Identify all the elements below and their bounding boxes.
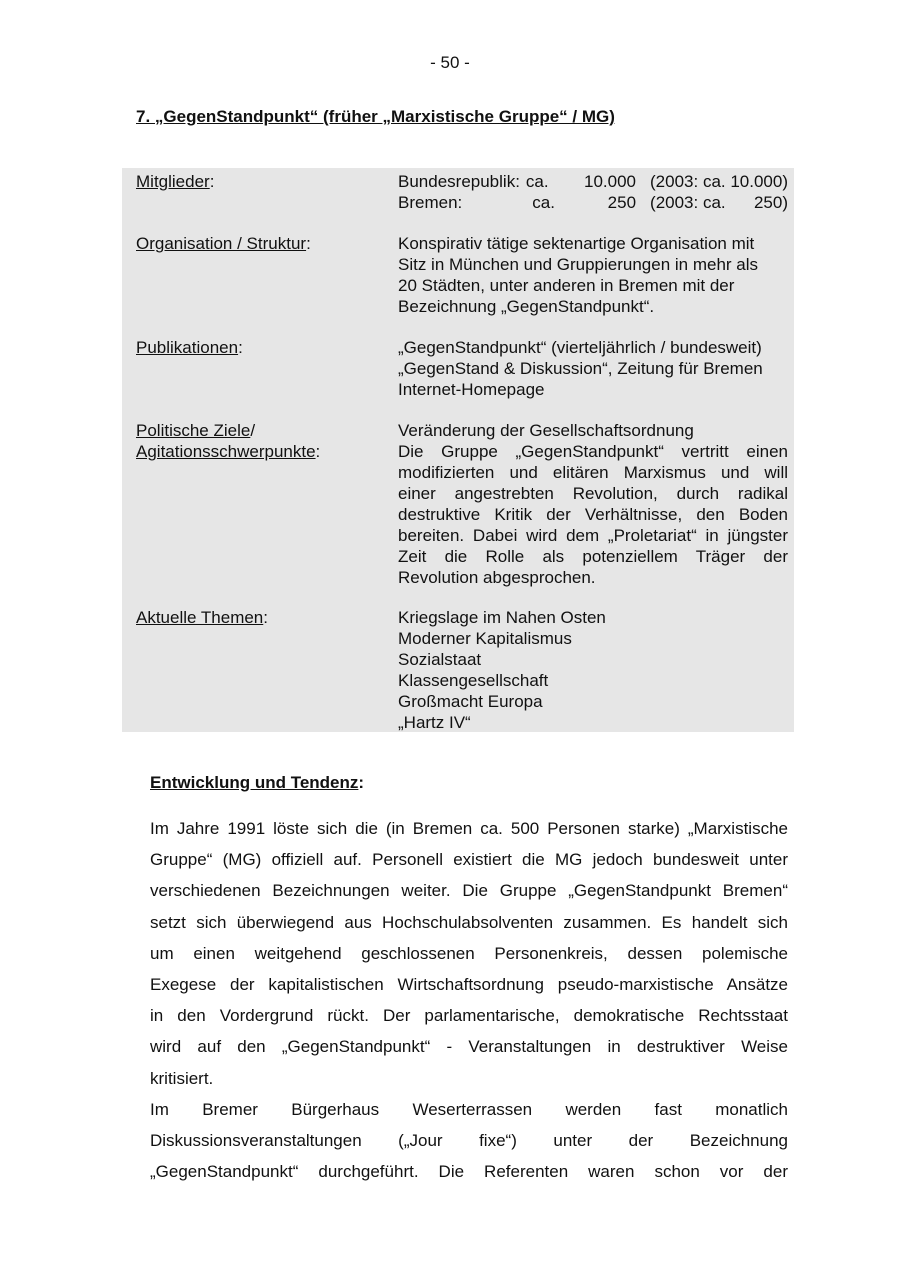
organisation-text: Konspirativ tätige sektenartige Organisation mit Sitz in München und Gruppierungen in mehr als 20 Städten, unter anderen in Bremen mit der Bezeichnung „GegenStandpunkt“. (398, 234, 759, 316)
publications-label: Publikationen: (136, 338, 243, 357)
body-line: kritisiert. (150, 1068, 214, 1088)
body-line: Diskussionsveranstaltungen („Jour fixe“) unter der Bezeichnung (150, 1130, 788, 1150)
list-item: Großmacht Europa (398, 692, 543, 711)
list-item: Kriegslage im Nahen Osten (398, 608, 606, 627)
members-label: Mitglieder: (136, 172, 215, 191)
body-line: „GegenStandpunkt“ durchgeführt. Die Referenten waren schon vor der (150, 1162, 788, 1182)
goals-text: Veränderung der Gesellschaftsordnung Die Gruppe „GegenStandpunkt“ vertritt einen modifizierten und elitären Marxismus und will einer angestrebten Revolution, durch radikal destruktive Kritik der Verhältnisse, den Boden bereiten. Dabei wird dem „Proletariat“ in jüngster Zeit die Rolle als potenziellem Träger der Revolution abgesprochen. (398, 421, 788, 587)
topics-list (398, 607, 788, 733)
body-line: verschiedenen Bezeichnungen weiter. Die Gruppe „GegenStandpunkt Bremen“ (150, 881, 788, 901)
development-body (150, 813, 788, 1187)
body-line: in den Vordergrund rückt. Der parlamentarische, demokratische Rechtsstaat (150, 1006, 788, 1026)
list-item: Moderner Kapitalismus (398, 629, 572, 648)
members-line-bremen: Bremen: ca. 250 (2003: ca. 250) (398, 193, 788, 212)
topics-label: Aktuelle Themen: (136, 608, 268, 627)
page-number: - 50 - (430, 53, 470, 72)
body-line: wird auf den „GegenStandpunkt“ - Veranstaltungen in destruktiver Weise (150, 1037, 788, 1057)
section-title: 7. „GegenStandpunkt“ (früher „Marxistische Gruppe“ / MG) (136, 107, 615, 126)
development-heading: Entwicklung und Tendenz: (150, 773, 365, 792)
goals-label: Politische Ziele/ Agitationsschwerpunkte: (136, 421, 321, 461)
list-item: „Hartz IV“ (398, 713, 471, 732)
info-table (122, 168, 794, 732)
body-line: Exegese der kapitalistischen Wirtschaftsordnung pseudo-marxistische Ansätze (150, 974, 788, 994)
body-line: setzt sich überwiegend aus Hochschulabsolventen zusammen. Es handelt sich (150, 912, 788, 932)
organisation-label: Organisation / Struktur: (136, 234, 311, 253)
body-line: Im Bremer Bürgerhaus Weserterrassen werden fast monatlich (150, 1099, 788, 1119)
body-line: um einen weitgehend geschlossenen Personenkreis, dessen polemische (150, 943, 788, 963)
body-line: Gruppe“ (MG) offiziell auf. Personell existiert die MG jedoch bundesweit unter (150, 850, 788, 870)
list-item: Sozialstaat (398, 650, 482, 669)
body-line: Im Jahre 1991 löste sich die (in Bremen ca. 500 Personen starke) „Marxistische (150, 819, 788, 838)
members-line-federal: Bundesrepublik: ca. 10.000 (2003: ca. 10.000) (398, 172, 788, 191)
list-item: Klassengesellschaft (398, 671, 549, 690)
members-values (398, 171, 788, 213)
publications-list: „GegenStandpunkt“ (vierteljährlich / bundesweit) „GegenStand & Diskussion“, Zeitung für Bremen Internet-Homepage (398, 338, 763, 399)
